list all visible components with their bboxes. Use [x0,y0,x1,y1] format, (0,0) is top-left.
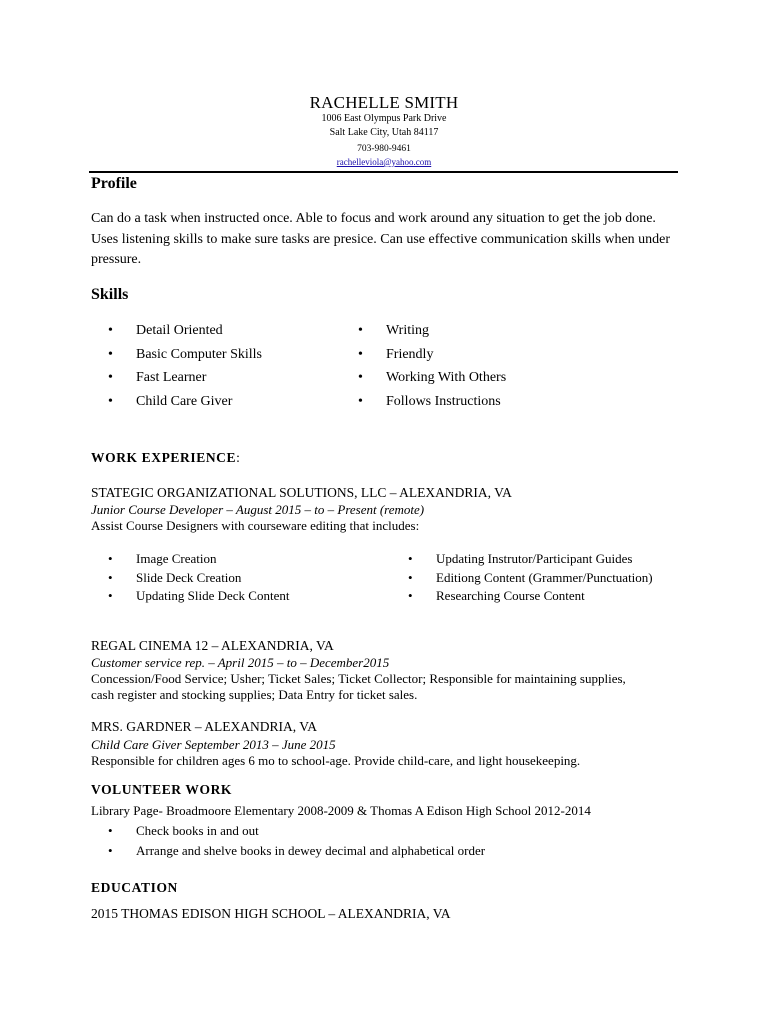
job-1-description: Assist Course Designers with courseware editing that includes: [91,518,420,533]
bullet-icon: • [358,323,363,338]
bullet-icon: • [108,370,113,385]
list-item: • Updating Instrutor/Participant Guides [408,550,653,569]
bullet-icon: • [108,588,113,604]
job-2-title: Customer service rep. – April 2015 – to – December2015 [91,655,390,670]
job-2-description-line-2: cash register and stocking supplies; Data Entry for ticket sales. [91,687,418,702]
list-item: • Arrange and shelve books in dewey decimal and alphabetical order [108,841,485,861]
list-item: • Slide Deck Creation [108,569,289,588]
job-1-company: STATEGIC ORGANIZATIONAL SOLUTIONS, LLC – ALEXANDRIA, VA [91,485,512,500]
list-item: • Researching Course Content [408,587,653,606]
bullet-icon: • [108,843,113,858]
bullet-icon: • [408,551,413,566]
list-item: • Check books in and out [108,821,485,841]
skills-heading: Skills [91,286,129,303]
address-line-1: 1006 East Olympus Park Drive [321,113,447,124]
bullet-icon: • [408,569,413,585]
bullet-icon: • [408,588,413,604]
work-experience-heading: WORK EXPERIENCE: [91,450,241,465]
skills-list-left [108,319,262,413]
volunteer-description: Library Page- Broadmoore Elementary 2008-2009 & Thomas A Edison High School 2012-2014 [91,803,591,818]
bullet-icon: • [358,346,363,362]
list-item: • Detail Oriented [108,319,262,343]
bullet-icon: • [108,551,113,566]
skills-list-right [358,319,506,413]
education-line: 2015 THOMAS EDISON HIGH SCHOOL – ALEXANDRIA, VA [91,906,451,921]
education-heading: EDUCATION [91,880,178,895]
list-item: • Fast Learner [108,366,262,390]
job-1-bullets-left [108,550,289,606]
bullet-icon: • [108,393,113,409]
job-1-title: Junior Course Developer – August 2015 – to – Present (remote) [91,502,425,517]
bullet-icon: • [358,393,363,409]
address-line-2: Salt Lake City, Utah 84117 [329,127,439,138]
list-item: • Working With Others [358,366,506,390]
list-item: • Image Creation [108,550,289,569]
volunteer-bullets [108,821,485,861]
list-item: • Friendly [358,343,506,367]
list-item: • Basic Computer Skills [108,343,262,367]
bullet-icon: • [358,370,363,385]
list-item: • Writing [358,319,506,343]
phone-number: 703-980-9461 [357,144,411,154]
job-2-description-line-1: Concession/Food Service; Usher; Ticket Sales; Ticket Collector; Responsible for maintaining supplies, [91,671,626,686]
profile-heading: Profile [91,175,137,192]
list-item: • Updating Slide Deck Content [108,587,289,606]
job-3-description: Responsible for children ages 6 mo to school-age. Provide child-care, and light housekeeping. [91,753,581,768]
job-3-company: MRS. GARDNER – ALEXANDRIA, VA [91,719,318,734]
bullet-icon: • [108,823,113,838]
volunteer-heading: VOLUNTEER WORK [91,782,233,797]
job-1-bullets-right [408,550,653,606]
list-item: • Follows Instructions [358,390,506,414]
email-link[interactable]: rachelleviola@yahoo.com [336,157,432,167]
bullet-icon: • [108,569,113,585]
profile-text: Can do a task when instructed once. Able to focus and work around any situation to get the job done. Uses listening skills to make sure tasks are presice. Can use effective communication skills when under pressure. [91,211,671,267]
candidate-name: RACHELLE SMITH [309,93,459,112]
list-item: • Editiong Content (Grammer/Punctuation) [408,569,653,588]
job-3-title: Child Care Giver September 2013 – June 2015 [91,737,336,752]
header-divider [89,171,678,173]
bullet-icon: • [108,323,113,338]
job-2-company: REGAL CINEMA 12 – ALEXANDRIA, VA [91,638,334,653]
list-item: • Child Care Giver [108,390,262,414]
bullet-icon: • [108,346,113,362]
